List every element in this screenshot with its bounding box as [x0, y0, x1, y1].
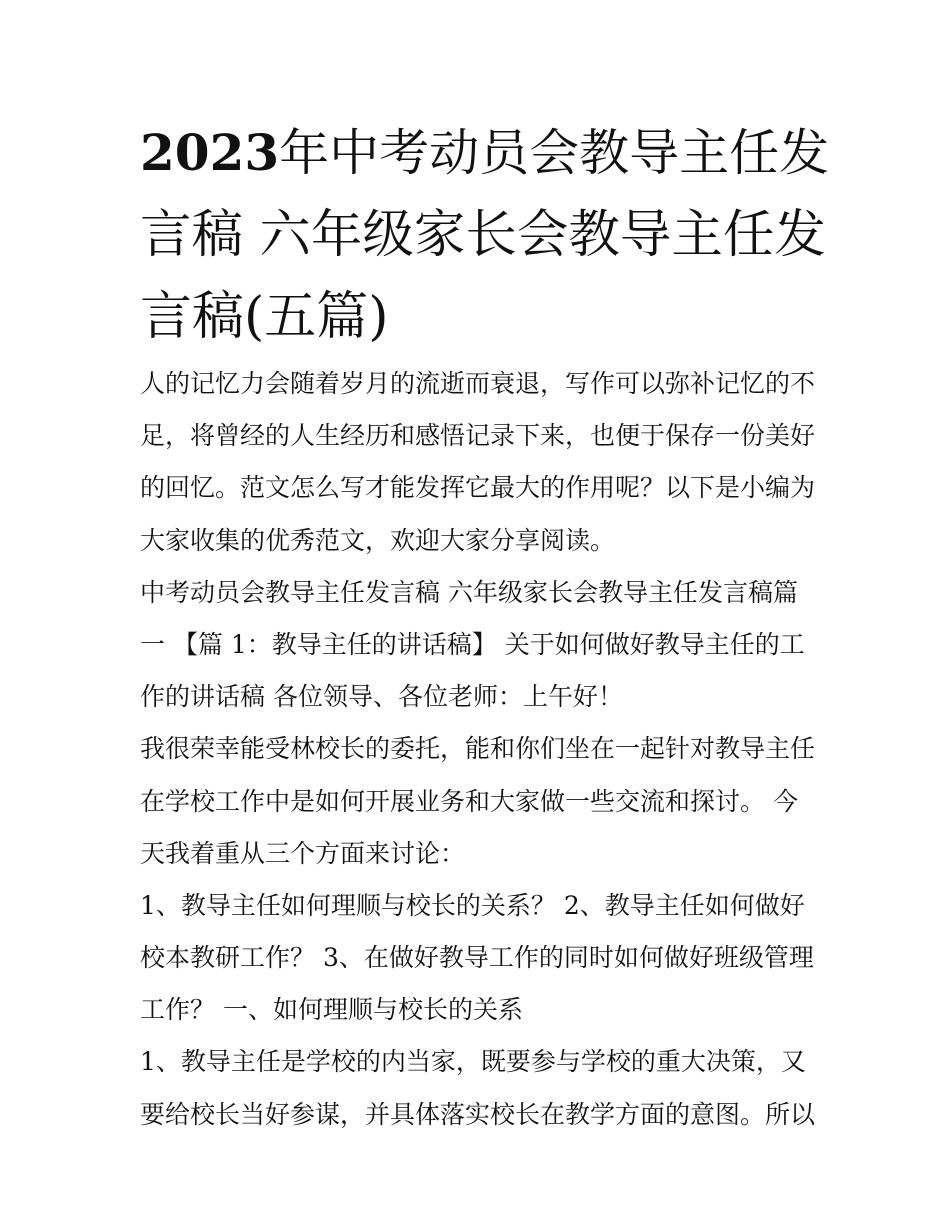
body-line: 中考动员会教导主任发言稿 六年级家长会教导主任发言稿篇 [140, 577, 798, 607]
body-line: 人的记忆力会随着岁月的流逝而衰退，写作可以弥补记忆的不 [140, 369, 816, 398]
body-line: 要给校长当好参谋，并具体落实校长在教学方面的意图。所以 [140, 1099, 816, 1129]
title-year: 2023 [140, 123, 280, 182]
title-line-2: 言稿 六年级家长会教导主任发 [140, 205, 826, 265]
body-line: 1、教导主任如何理顺与校长的关系？ 2、教导主任如何做好 [140, 890, 805, 920]
document-title [140, 112, 830, 358]
body-line: 天我着重从三个方面来讨论： [140, 838, 466, 868]
title-line-1 [140, 112, 830, 194]
title-line-1-text: 年中考动员会教导主任发 [279, 124, 830, 182]
body-line: 在学校工作中是如何开展业务和大家做一些交流和探讨。 今 [140, 786, 798, 816]
body-line: 作的讲话稿 各位领导、各位老师：上午好！ [140, 682, 623, 712]
body-line: 工作？ 一、如何理顺与校长的关系 [140, 995, 523, 1025]
body-line: 大家收集的优秀范文，欢迎大家分享阅读。 [140, 525, 616, 555]
body-line: 1、教导主任是学校的内当家，既要参与学校的重大决策，又 [140, 1047, 806, 1077]
body-line: 一 【篇 1：教导主任的讲话稿】 关于如何做好教导主任的工 [140, 629, 805, 659]
body-line: 足，将曾经的人生经历和感悟记录下来，也便于保存一份美好 [140, 421, 816, 451]
title-line-3: 言稿(五篇) [140, 287, 389, 347]
document-body [140, 358, 830, 1141]
body-line: 我很荣幸能受林校长的委托，能和你们坐在一起针对教导主任 [140, 734, 816, 764]
body-line: 校本教研工作？ 3、在做好教导工作的同时如何做好班级管理 [140, 943, 814, 973]
body-line: 的回忆。范文怎么写才能发挥它最大的作用呢？以下是小编为 [140, 473, 816, 503]
